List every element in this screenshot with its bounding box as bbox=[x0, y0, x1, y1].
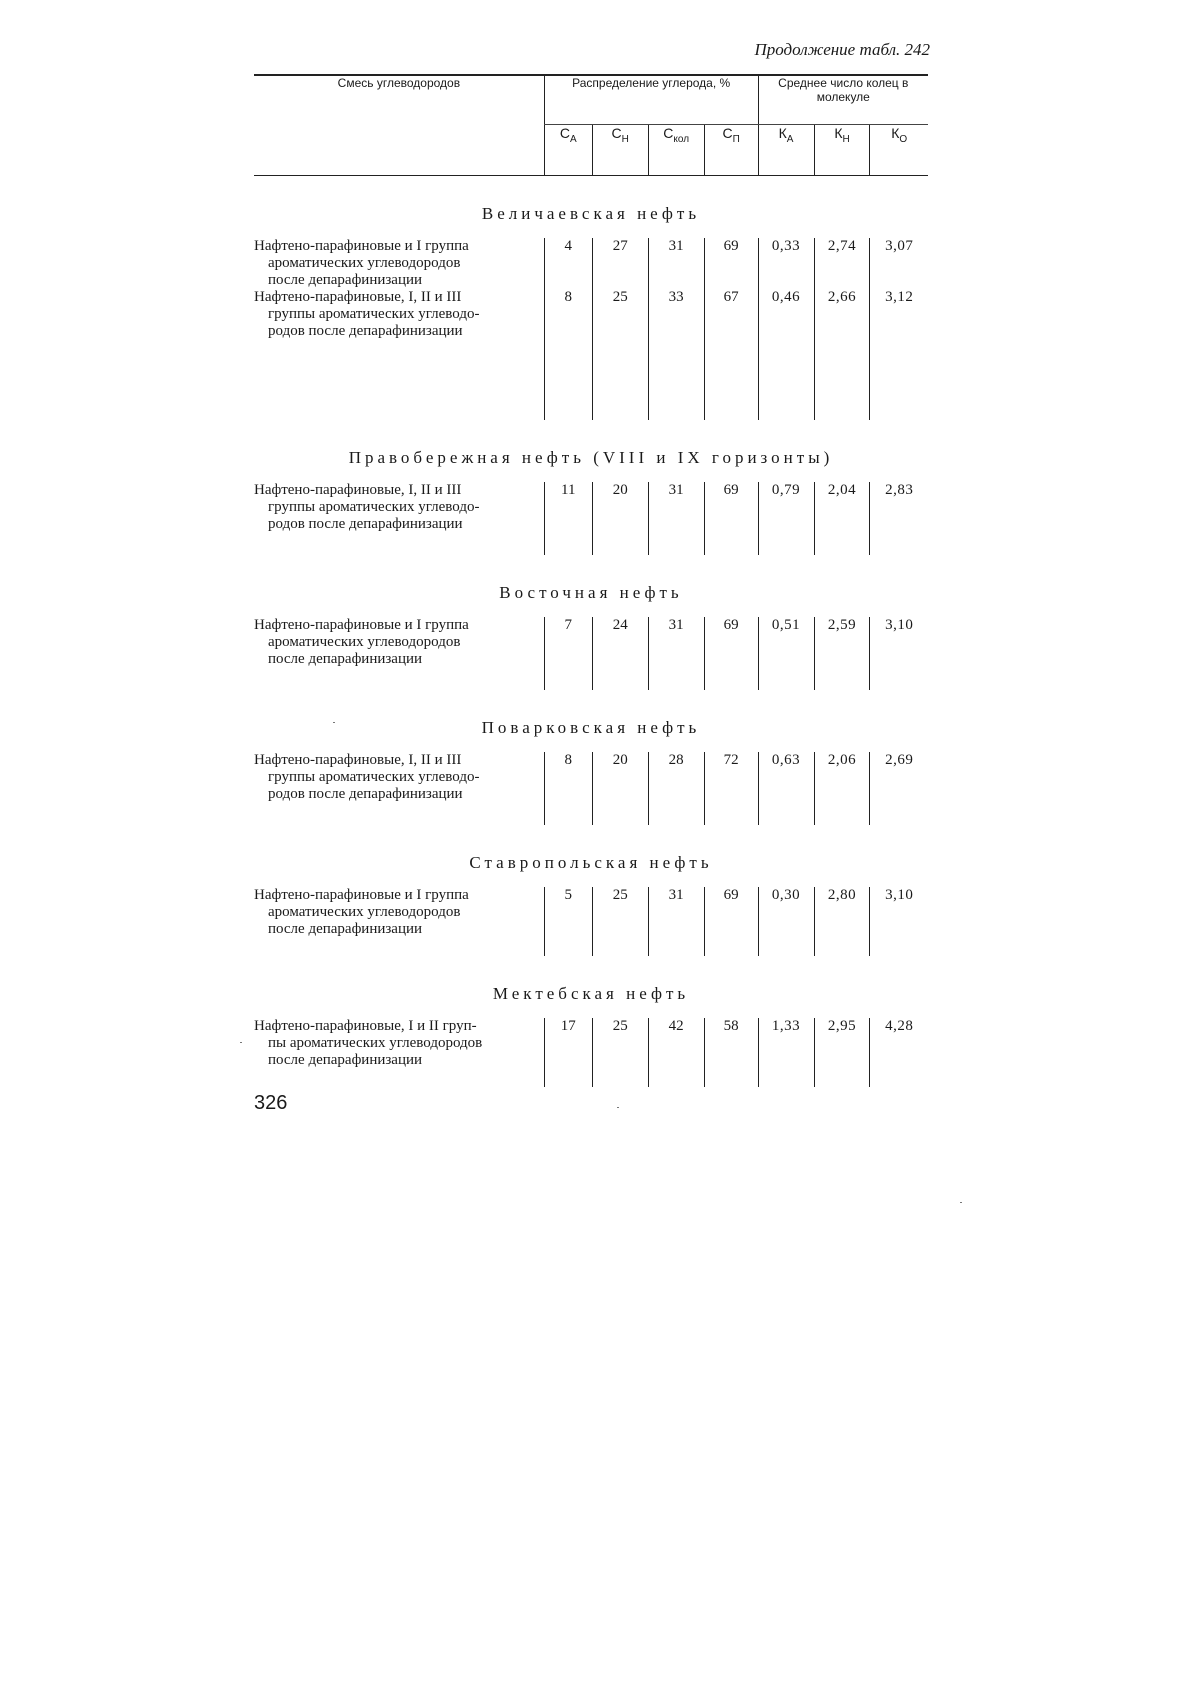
value-cell: 67 bbox=[704, 289, 758, 420]
mixture-name: Нафтено-парафиновые, I, II и III группы ароматических углеводо- родов после депарафинизации bbox=[254, 289, 480, 339]
scan-speck bbox=[333, 722, 335, 723]
value-cell: 25 bbox=[592, 289, 648, 420]
value-cell: 69 bbox=[704, 617, 758, 690]
value-cell: 0,51 bbox=[758, 617, 814, 690]
scan-speck bbox=[617, 1107, 619, 1108]
column-header: $C_Н$ bbox=[592, 125, 648, 176]
value-cell: 11 bbox=[544, 482, 592, 555]
section-title: Поварковская нефть bbox=[481, 718, 701, 737]
value-cell: 24 bbox=[592, 617, 648, 690]
value-cell: 31 bbox=[648, 238, 704, 289]
value-cell: 69 bbox=[704, 238, 758, 289]
value-cell: 2,74 bbox=[814, 238, 870, 289]
page-number: 326 bbox=[254, 1092, 288, 1114]
value-cell: 2,06 bbox=[814, 752, 870, 825]
mixture-name: Нафтено-парафиновые и I группа ароматических углеводородов после депарафинизации bbox=[254, 887, 469, 937]
value-cell: 17 bbox=[544, 1018, 592, 1087]
section-title: Ставропольская нефть bbox=[469, 853, 713, 872]
value-cell: 25 bbox=[592, 1018, 648, 1087]
value-cell: 4,28 bbox=[870, 1018, 928, 1087]
value-cell: 2,83 bbox=[870, 482, 928, 555]
column-header: $C_П$ bbox=[704, 125, 758, 176]
value-cell: 0,79 bbox=[758, 482, 814, 555]
mixture-name: Нафтено-парафиновые и I группа ароматических углеводородов после депарафинизации bbox=[254, 617, 469, 667]
value-cell: 25 bbox=[592, 887, 648, 956]
value-cell: 33 bbox=[648, 289, 704, 420]
column-header: $C_А$ bbox=[544, 125, 592, 176]
value-cell: 8 bbox=[544, 752, 592, 825]
value-cell: 3,12 bbox=[870, 289, 928, 420]
ring-count-header: Среднее число колец в молекуле bbox=[758, 76, 928, 125]
table-row bbox=[254, 238, 928, 289]
value-cell: 4 bbox=[544, 238, 592, 289]
value-cell: 2,69 bbox=[870, 752, 928, 825]
table-row bbox=[254, 752, 928, 825]
value-cell: 28 bbox=[648, 752, 704, 825]
table-row bbox=[254, 482, 928, 555]
value-cell: 2,04 bbox=[814, 482, 870, 555]
mixture-name: Нафтено-парафиновые, I и II груп- пы ароматических углеводородов после депарафинизации bbox=[254, 1018, 483, 1068]
column-header: $К_А$ bbox=[758, 125, 814, 176]
section-title: Мектебская нефть bbox=[492, 984, 690, 1003]
mixture-name: Нафтено-парафиновые, I, II и III группы ароматических углеводо- родов после депарафинизации bbox=[254, 752, 480, 802]
table-body bbox=[254, 176, 928, 1088]
value-cell: 2,95 bbox=[814, 1018, 870, 1087]
section-title: Величаевская нефть bbox=[481, 204, 701, 223]
value-cell: 27 bbox=[592, 238, 648, 289]
value-cell: 31 bbox=[648, 887, 704, 956]
column-header: $C_{кол}$ bbox=[648, 125, 704, 176]
table-row bbox=[254, 617, 928, 690]
carbon-distribution-header: Распределение углерода, % bbox=[544, 76, 758, 125]
value-cell: 5 bbox=[544, 887, 592, 956]
table-continuation-caption: Продолжение табл. 242 bbox=[754, 40, 930, 59]
value-cell: 0,30 bbox=[758, 887, 814, 956]
value-cell: 8 bbox=[544, 289, 592, 420]
value-cell: 69 bbox=[704, 887, 758, 956]
value-cell: 42 bbox=[648, 1018, 704, 1087]
value-cell: 31 bbox=[648, 617, 704, 690]
value-cell: 7 bbox=[544, 617, 592, 690]
value-cell: 72 bbox=[704, 752, 758, 825]
value-cell: 0,33 bbox=[758, 238, 814, 289]
table-row bbox=[254, 1018, 928, 1087]
column-header: $К_Н$ bbox=[814, 125, 870, 176]
data-table bbox=[254, 74, 928, 1087]
value-cell: 0,46 bbox=[758, 289, 814, 420]
value-cell: 3,10 bbox=[870, 617, 928, 690]
value-cell: 2,59 bbox=[814, 617, 870, 690]
value-cell: 58 bbox=[704, 1018, 758, 1087]
mixture-name: Нафтено-парафиновые, I, II и III группы ароматических углеводо- родов после депарафинизации bbox=[254, 482, 480, 532]
scan-speck bbox=[240, 1042, 242, 1043]
value-cell: 3,10 bbox=[870, 887, 928, 956]
mixture-name: Нафтено-парафиновые и I группа ароматических углеводородов после депарафинизации bbox=[254, 238, 469, 288]
value-cell: 20 bbox=[592, 482, 648, 555]
value-cell: 0,63 bbox=[758, 752, 814, 825]
mix-column-header: Смесь углеводородов bbox=[254, 76, 544, 176]
value-cell: 3,07 bbox=[870, 238, 928, 289]
table-row bbox=[254, 887, 928, 956]
value-cell: 31 bbox=[648, 482, 704, 555]
value-cell: 2,80 bbox=[814, 887, 870, 956]
value-cell: 1,33 bbox=[758, 1018, 814, 1087]
value-cell: 69 bbox=[704, 482, 758, 555]
section-title: Восточная нефть bbox=[499, 583, 683, 602]
value-cell: 20 bbox=[592, 752, 648, 825]
column-header: $К_О$ bbox=[870, 125, 928, 176]
section-title: Правобережная нефть (VIII и IX горизонты) bbox=[348, 448, 834, 467]
scan-speck bbox=[960, 1202, 962, 1203]
table-row bbox=[254, 289, 928, 420]
value-cell: 2,66 bbox=[814, 289, 870, 420]
